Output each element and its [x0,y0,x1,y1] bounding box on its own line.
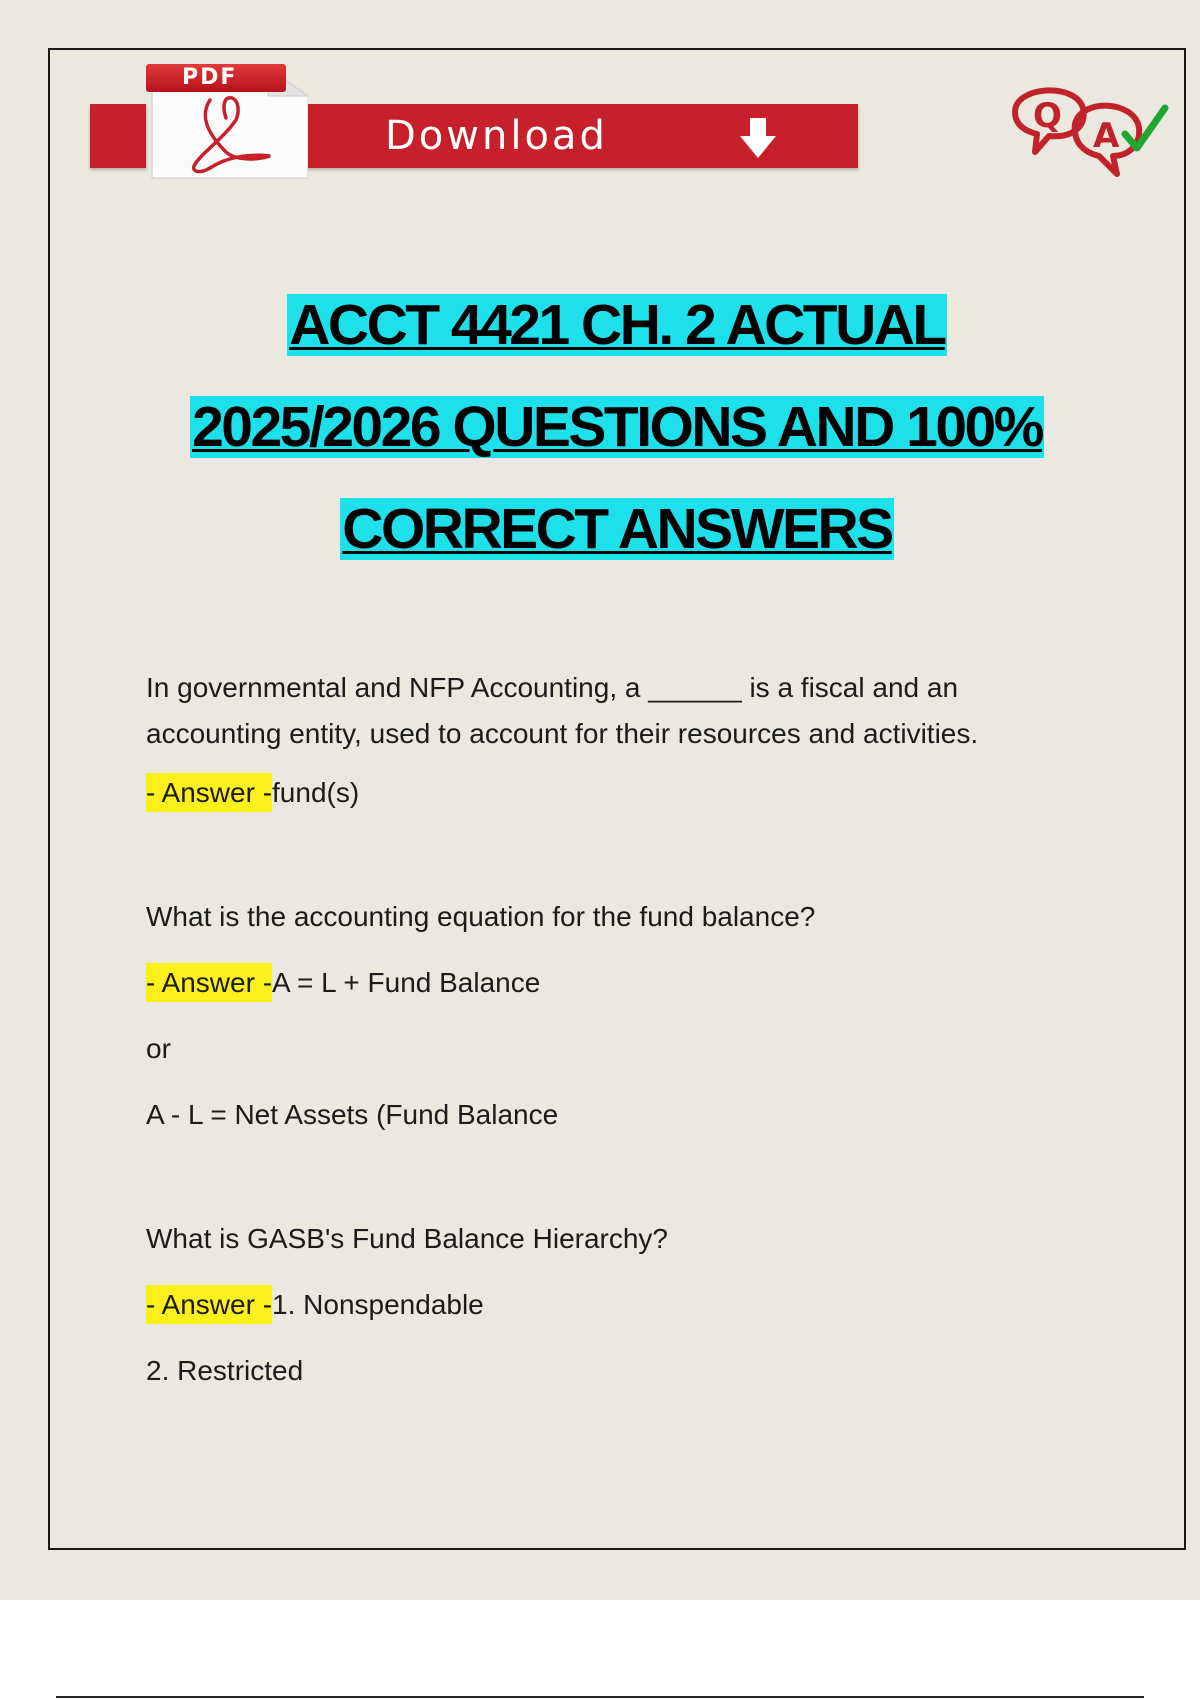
pdf-label: PDF [146,64,286,92]
qa-content [146,665,1046,1389]
answer-2-line-3: A - L = Net Assets (Fund Balance [146,1099,559,1130]
answer-text: 1. Nonspendable [272,1289,484,1320]
download-label[interactable]: Download [385,113,608,159]
answer-text: fund(s) [272,777,360,808]
download-arrow-icon[interactable] [738,116,778,160]
title-line-3: CORRECT ANSWERS [342,497,892,561]
answer-label: - Answer - [146,1285,272,1324]
banner-left-bar [90,104,146,168]
answer-3-line-2: 2. Restricted [146,1355,304,1386]
footer-divider [56,1696,1144,1698]
logo-a: A [1093,116,1120,156]
title-line-1: ACCT 4421 CH. 2 ACTUAL [289,293,945,357]
question-2: What is the accounting equation for the fund balance? [146,901,816,932]
answer-2-line-2: or [146,1033,171,1064]
answer-label: - Answer - [146,773,272,812]
logo-q: Q [1033,96,1062,136]
question-1: In governmental and NFP Accounting, a ______ is a fiscal and an accounting entity, used to account for their resources and activities. [146,672,979,749]
answer-3 [146,1287,1046,1323]
document-title [48,294,1186,600]
question-3: What is GASB's Fund Balance Hierarchy? [146,1223,669,1254]
title-line-2: 2025/2026 QUESTIONS AND 100% [192,395,1042,459]
answer-text: A = L + Fund Balance [272,967,541,998]
answer-1 [146,775,1046,811]
answer-label: - Answer - [146,963,272,1002]
pdf-download-banner[interactable] [90,58,860,178]
answer-2 [146,965,1046,1001]
qa-check-logo [1005,72,1171,180]
pdf-file-icon [140,60,308,180]
